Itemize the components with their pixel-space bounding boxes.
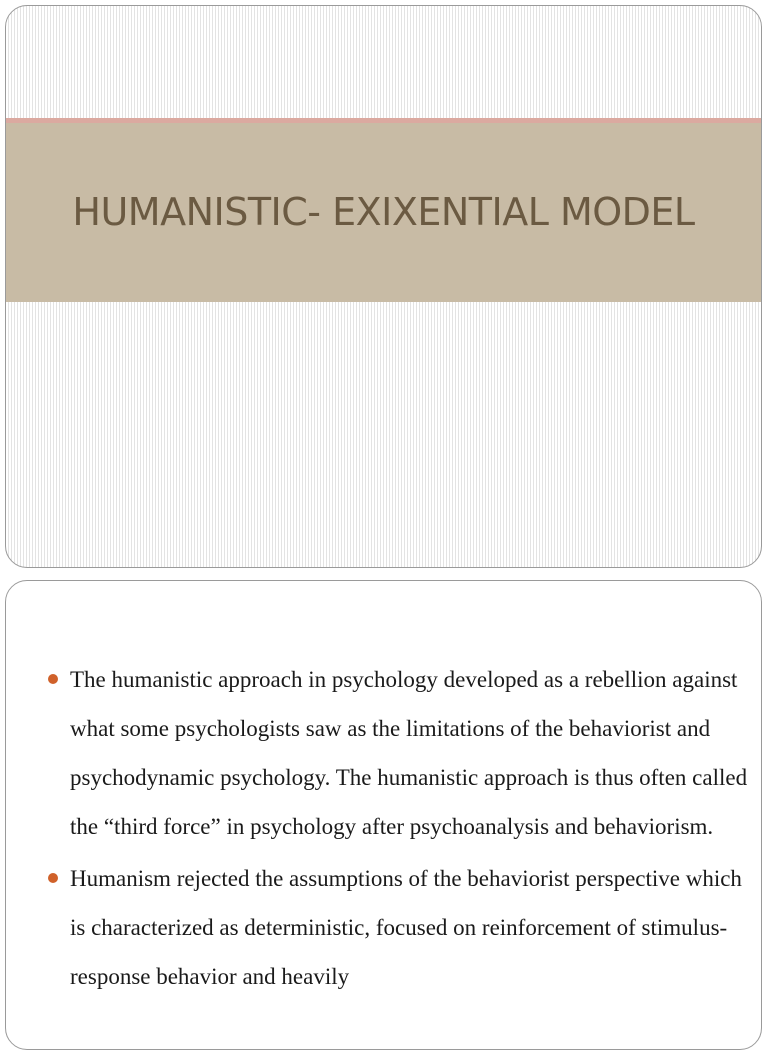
bullet-dot-icon: [48, 873, 58, 883]
slide-title: HUMANISTIC- EXIXENTIAL MODEL: [72, 189, 695, 234]
bullet-text: The humanistic approach in psychology developed as a rebellion against what some psychologists saw as the limitations of the behaviorist and psychodynamic psychology. The humanistic approach is thus often called the “third force” in psychology after psychoanalysis and behaviorism.: [70, 667, 748, 839]
title-slide: [5, 5, 762, 568]
content-slide: [5, 580, 762, 1050]
bullet-dot-icon: [48, 674, 58, 684]
title-band: [6, 118, 761, 302]
bullet-text: Humanism rejected the assumptions of the behaviorist perspective which is characterized as deterministic, focused on reinforcement of stimulus-response behavior and heavily: [70, 866, 742, 989]
bullet-item: [48, 854, 748, 1001]
bullet-item: [48, 655, 748, 851]
bullet-list: [48, 655, 748, 1004]
